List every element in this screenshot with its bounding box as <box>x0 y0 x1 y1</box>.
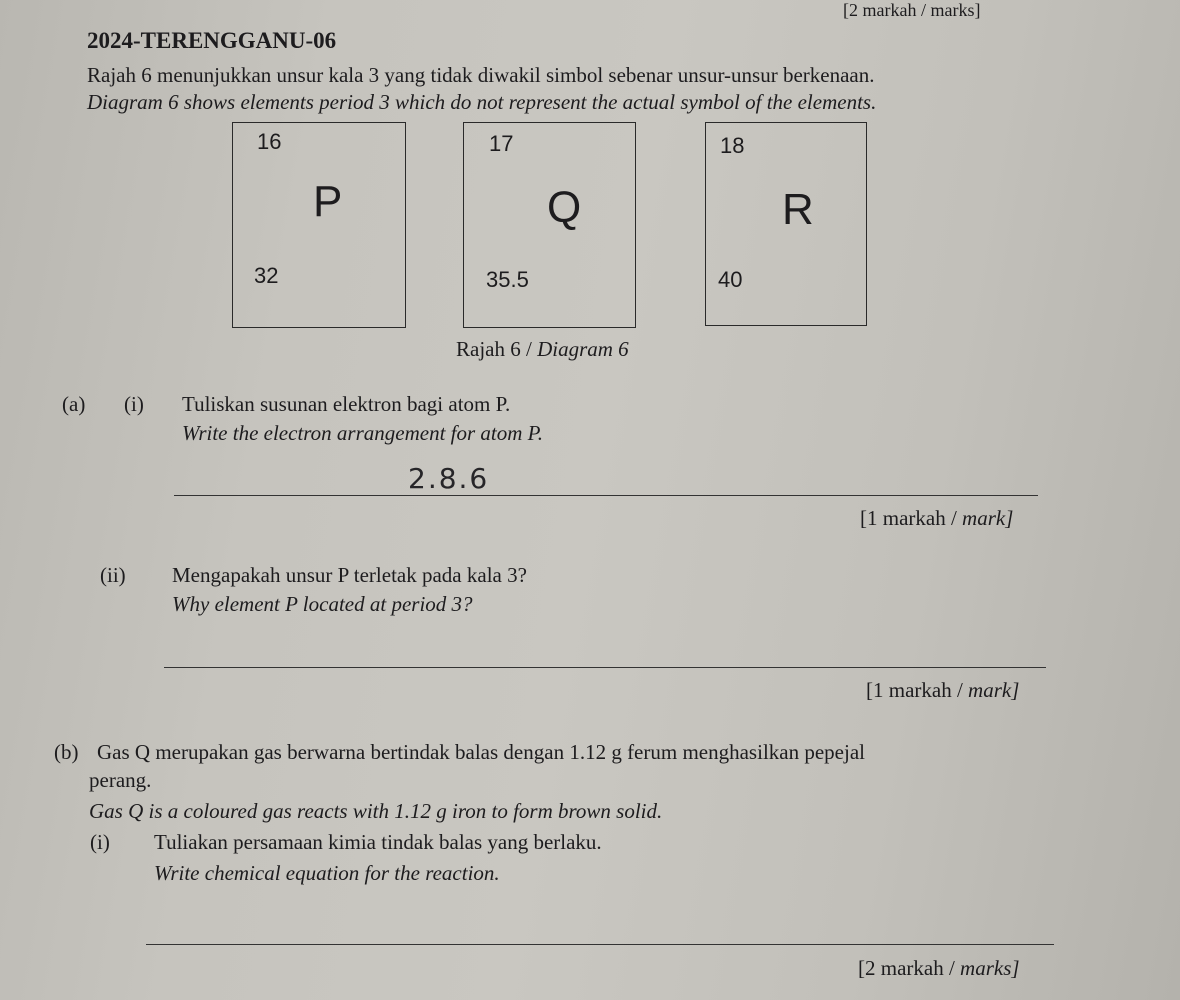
top-marks-label: [2 markah / marks] <box>843 0 981 20</box>
part-a-label: (a) <box>62 392 86 416</box>
answer-line[interactable] <box>174 495 1038 496</box>
answer-line[interactable] <box>146 944 1054 945</box>
question-id: 2024-TERENGGANU-06 <box>87 28 337 53</box>
handwritten-answer: 2.8.6 <box>408 462 490 495</box>
part-a-ii-text-english: Why element P located at period 3? <box>172 592 473 616</box>
marks-english: marks] <box>960 956 1020 980</box>
part-a-i-marks <box>860 506 1013 531</box>
part-b-i-marks <box>858 956 1020 981</box>
proton-number: 17 <box>489 131 514 156</box>
part-b-i-text-malay: Tuliakan persamaan kimia tindak balas yang berlaku. <box>154 830 602 854</box>
caption-malay: Rajah 6 / <box>456 337 532 361</box>
answer-line[interactable] <box>164 667 1046 668</box>
marks-english: mark] <box>968 678 1020 702</box>
element-symbol: R <box>782 185 814 234</box>
part-a-i-label: (i) <box>124 392 144 416</box>
part-b-i-label: (i) <box>90 830 110 854</box>
part-a-ii-label: (ii) <box>100 563 126 587</box>
marks-malay: [2 markah / <box>858 956 955 980</box>
part-b-i-text-english: Write chemical equation for the reaction. <box>154 861 500 885</box>
part-b-text-english: Gas Q is a coloured gas reacts with 1.12 g iron to form brown solid. <box>89 799 663 823</box>
part-a-i-text-malay: Tuliskan susunan elektron bagi atom P. <box>182 392 511 416</box>
part-b-text-malay-line2: perang. <box>89 768 152 792</box>
part-a-ii-marks <box>866 678 1019 703</box>
part-a-ii-text-malay: Mengapakah unsur P terletak pada kala 3? <box>172 563 527 587</box>
marks-english: mark] <box>962 506 1014 530</box>
element-box-p <box>232 122 406 328</box>
element-box-q <box>463 122 636 328</box>
part-a-i-text-english: Write the electron arrangement for atom P. <box>182 421 544 445</box>
diagram-caption <box>456 337 629 362</box>
part-b-label: (b) <box>54 740 79 764</box>
caption-english: Diagram 6 <box>537 337 629 361</box>
element-symbol: P <box>313 177 343 226</box>
marks-malay: [1 markah / <box>866 678 963 702</box>
proton-number: 16 <box>257 129 282 154</box>
nucleon-number: 35.5 <box>486 267 529 292</box>
nucleon-number: 32 <box>254 263 279 288</box>
marks-malay: [1 markah / <box>860 506 957 530</box>
nucleon-number: 40 <box>718 267 743 292</box>
intro-malay: Rajah 6 menunjukkan unsur kala 3 yang tidak diwakil simbol sebenar unsur-unsur berkenaan. <box>87 63 875 87</box>
element-box-r <box>705 122 867 326</box>
intro-english: Diagram 6 shows elements period 3 which do not represent the actual symbol of the elements. <box>87 90 877 114</box>
part-b-text-malay-line1: Gas Q merupakan gas berwarna bertindak balas dengan 1.12 g ferum menghasilkan pepejal <box>97 740 865 764</box>
proton-number: 18 <box>720 133 745 158</box>
element-symbol: Q <box>547 183 582 232</box>
